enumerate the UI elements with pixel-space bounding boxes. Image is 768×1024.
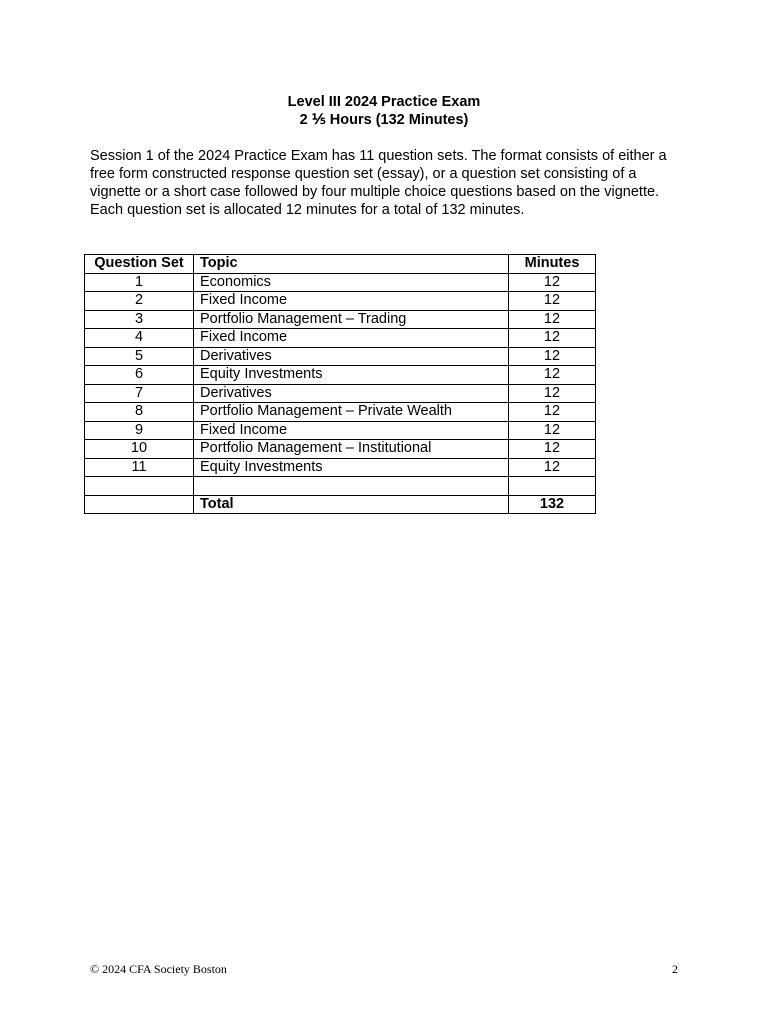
cell-question-set: 8 (85, 403, 194, 422)
total-minutes: 132 (509, 495, 596, 514)
cell-topic: Fixed Income (194, 329, 509, 348)
table-row (85, 310, 596, 329)
cell-topic: Derivatives (194, 384, 509, 403)
cell-topic: Portfolio Management – Trading (194, 310, 509, 329)
table-row (85, 329, 596, 348)
total-label: Total (194, 495, 509, 514)
cell-question-set: 4 (85, 329, 194, 348)
total-row (85, 495, 596, 514)
intro-paragraph: Session 1 of the 2024 Practice Exam has 11 question sets. The format consists of either a free form constructed response question set (essay), or a question set consisting of a vignette or a short case followed by four multiple choice questions based on the vignette. Each question set is allocated 12 minutes for a total of 132 minutes. (90, 148, 667, 218)
table-row (85, 347, 596, 366)
cell-question-set: 7 (85, 384, 194, 403)
cell-topic: Economics (194, 273, 509, 292)
cell-question-set: 10 (85, 440, 194, 459)
cell-topic: Derivatives (194, 347, 509, 366)
title-block (0, 93, 768, 129)
cell-topic: Fixed Income (194, 292, 509, 311)
table-header-row (85, 255, 596, 274)
footer-copyright: © 2024 CFA Society Boston (90, 962, 227, 976)
cell-minutes: 12 (509, 384, 596, 403)
cell-minutes: 12 (509, 292, 596, 311)
table-row (85, 403, 596, 422)
table-row (85, 292, 596, 311)
cell-minutes: 12 (509, 273, 596, 292)
cell-minutes: 12 (509, 366, 596, 385)
cell-minutes: 12 (509, 421, 596, 440)
footer-page-number: 2 (672, 962, 678, 976)
cell-question-set: 6 (85, 366, 194, 385)
empty-cell (85, 495, 194, 514)
cell-topic: Fixed Income (194, 421, 509, 440)
cell-minutes: 12 (509, 440, 596, 459)
table-row (85, 366, 596, 385)
cell-minutes: 12 (509, 310, 596, 329)
table-row (85, 440, 596, 459)
cell-question-set: 1 (85, 273, 194, 292)
cell-minutes: 12 (509, 329, 596, 348)
cell-question-set: 11 (85, 458, 194, 477)
empty-cell (509, 477, 596, 496)
cell-question-set: 9 (85, 421, 194, 440)
cell-minutes: 12 (509, 458, 596, 477)
cell-topic: Portfolio Management – Institutional (194, 440, 509, 459)
cell-minutes: 12 (509, 347, 596, 366)
cell-question-set: 2 (85, 292, 194, 311)
empty-cell (194, 477, 509, 496)
empty-cell (85, 477, 194, 496)
table-row (85, 273, 596, 292)
header-minutes: Minutes (509, 255, 596, 274)
cell-question-set: 3 (85, 310, 194, 329)
page-title: Level III 2024 Practice Exam (287, 94, 481, 110)
empty-row (85, 477, 596, 496)
header-question-set: Question Set (85, 255, 194, 274)
table-row (85, 421, 596, 440)
cell-question-set: 5 (85, 347, 194, 366)
cell-topic: Equity Investments (194, 458, 509, 477)
question-set-table (84, 254, 596, 514)
table-row (85, 458, 596, 477)
cell-minutes: 12 (509, 403, 596, 422)
cell-topic: Equity Investments (194, 366, 509, 385)
page-subtitle: 2 ⅕ Hours (132 Minutes) (299, 112, 469, 128)
cell-topic: Portfolio Management – Private Wealth (194, 403, 509, 422)
table-row (85, 384, 596, 403)
header-topic: Topic (194, 255, 509, 274)
